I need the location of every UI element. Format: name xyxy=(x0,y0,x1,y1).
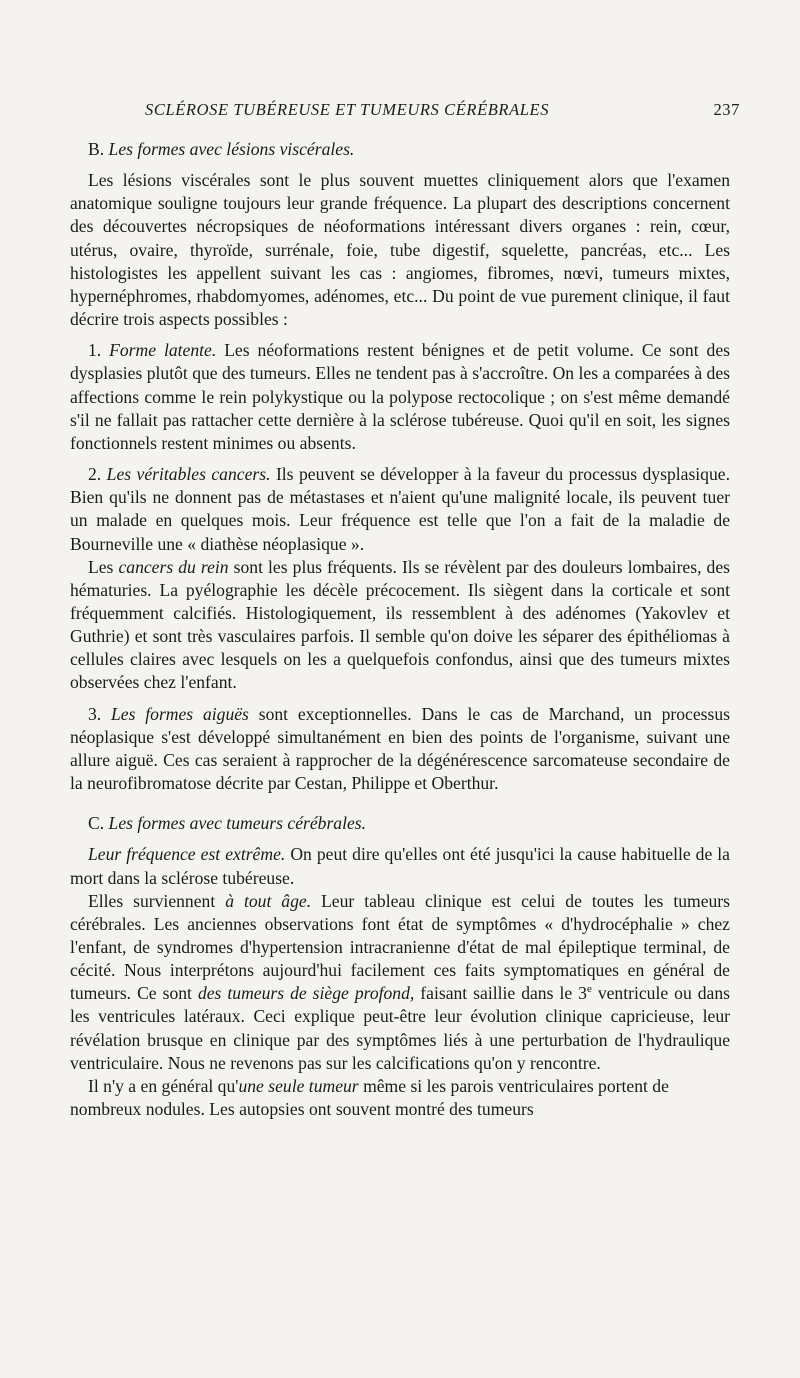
section-c-heading xyxy=(70,812,730,835)
deep-tumor-emphasis: des tumeurs de siège profond, xyxy=(197,983,415,1004)
section-c-label: C. xyxy=(88,813,105,834)
item-3-number: 3. xyxy=(88,703,102,724)
frequency-text: On peut dire qu'elles ont été jusqu'ici la cause habituelle de la mort dans la sclérose tubéreuse. xyxy=(70,844,730,888)
item-2-title: Les véritables cancers. xyxy=(106,464,271,485)
item-2-paragraph xyxy=(70,463,730,556)
item-3-text: sont exceptionnelles. Dans le cas de Marchand, un processus néoplasique s'est développé simultanément en bien des points de l'organisme, suivant une allure aiguë. Ces cas seraient à rapprocher de la dégénérescence sarcomateuse secondaire de la neurofibromatose décrite par Cestan, Philippe et Oberthur. xyxy=(70,703,730,794)
ventricle-text-continued: ventricule ou dans les ventricules latéraux. Ceci explique peut-être leur évolution clinique capricieuse, leur révélation brusque en clinique par des symptômes liés à une perturbation de l'hydraulique ventriculaire. Nous ne revenons pas sur les calcifications qu'on y rencontre. xyxy=(70,983,730,1073)
item-3-paragraph xyxy=(70,703,730,796)
section-b-title: Les formes avec lésions viscérales. xyxy=(108,139,355,159)
item-2-number: 2. xyxy=(88,464,102,485)
item-1-text: Les néoformations restent bénignes et de petit volume. Ce sont des dysplasies plutôt que des tumeurs. Elles ne tendent pas à s'accroître. On les a comparées à des affections comme le rein polykystique ou la polypose rectocolique ; on s'est même demandé s'il ne fallait pas rattacher cette dernière à la sclérose tubéreuse. Quoi qu'il en soit, les signes fonctionnels restent minimes ou absents. xyxy=(70,340,730,453)
kidney-lead: Les xyxy=(88,556,114,577)
age-text: Leur tableau clinique est celui de toutes les tumeurs cérébrales. Les anciennes observations font état de symptômes « d'hydrocéphalie » chez l'enfant, de syndromes d'hypertension intracranienne d'état de mal épileptique terminal, de cécité. Nous interprétons aujourd'hui facilement ces faits symptomatiques en général de tumeurs. Ce sont xyxy=(70,890,731,1004)
single-tumor-emphasis: une seule tumeur xyxy=(238,1075,359,1096)
page-number: 237 xyxy=(713,100,740,119)
kidney-text: sont les plus fréquents. Ils se révèlent par des douleurs lombaires, des hématuries. La pyélographie les décèle précocement. Ils siègent dans la corticale et sont fréquemment calcifiés. Histologiquement, ils ressemblent à des adénomes (Yakovlev et Guthrie) et sont très vasculaires parfois. Il semble qu'on doive les séparer des épithéliomas à cellules claires avec lesquels on les a quelquefois confondus, ainsi que des tumeurs mixtes observées chez l'enfant. xyxy=(70,556,730,693)
age-emphasis: à tout âge. xyxy=(225,890,312,911)
section-b-label: B. xyxy=(88,139,105,159)
ordinal-superscript: e xyxy=(586,983,592,996)
section-b-heading xyxy=(70,138,730,161)
section-c-paragraph-1 xyxy=(70,843,730,889)
single-tumor-lead: Il n'y a en général qu' xyxy=(88,1075,239,1096)
section-b-intro: Les lésions viscérales sont le plus souvent muettes cliniquement alors que l'examen anatomique souligne toujours leur grande fréquence. La plupart des descriptions concernent des découvertes nécropsiques de néoformations intéressant divers organes : rein, cœur, utérus, ovaire, thyroïde, surrénale, foie, tube digestif, squelette, pancréas, etc... Les histologistes les appellent suivant les cas : angiomes, fibromes, nœvi, tumeurs mixtes, hypernéphromes, rhabdomyomes, adénomes, etc... Du point de vue purement clinique, il faut décrire trois aspects possibles : xyxy=(70,170,730,330)
running-title: SCLÉROSE TUBÉREUSE ET TUMEURS CÉRÉBRALES xyxy=(145,100,550,119)
item-1-number: 1. xyxy=(88,340,102,361)
item-1-title: Forme latente. xyxy=(109,340,217,361)
kidney-cancer-paragraph xyxy=(70,556,730,695)
single-tumor-text: même si les parois ventriculaires portent de nombreux nodules. Les autopsies ont souvent montré des tumeurs xyxy=(70,1075,669,1120)
section-c-paragraph-3 xyxy=(70,1075,730,1121)
kidney-title: cancers du rein xyxy=(118,556,229,577)
item-3-title: Les formes aiguës xyxy=(111,703,249,724)
item-2-text: Ils peuvent se développer à la faveur du processus dysplasique. Bien qu'ils ne donnent pas de métastases et n'aient qu'une malignité locale, ils peuvent tuer un malade en quelques mois. Leur fréquence est telle que l'on a fait de la maladie de Bourneville une « diathèse néoplasique ». xyxy=(70,464,730,554)
section-c-title: Les formes avec tumeurs cérébrales. xyxy=(108,813,367,834)
running-header xyxy=(145,100,740,124)
frequency-emphasis: Leur fréquence est extrême. xyxy=(88,844,286,865)
body-text xyxy=(70,138,730,1121)
item-1-paragraph xyxy=(70,339,730,455)
age-lead: Elles surviennent xyxy=(88,890,216,911)
ventricle-text: faisant saillie dans le 3 xyxy=(420,983,587,1004)
section-c-paragraph-2 xyxy=(70,890,730,1075)
